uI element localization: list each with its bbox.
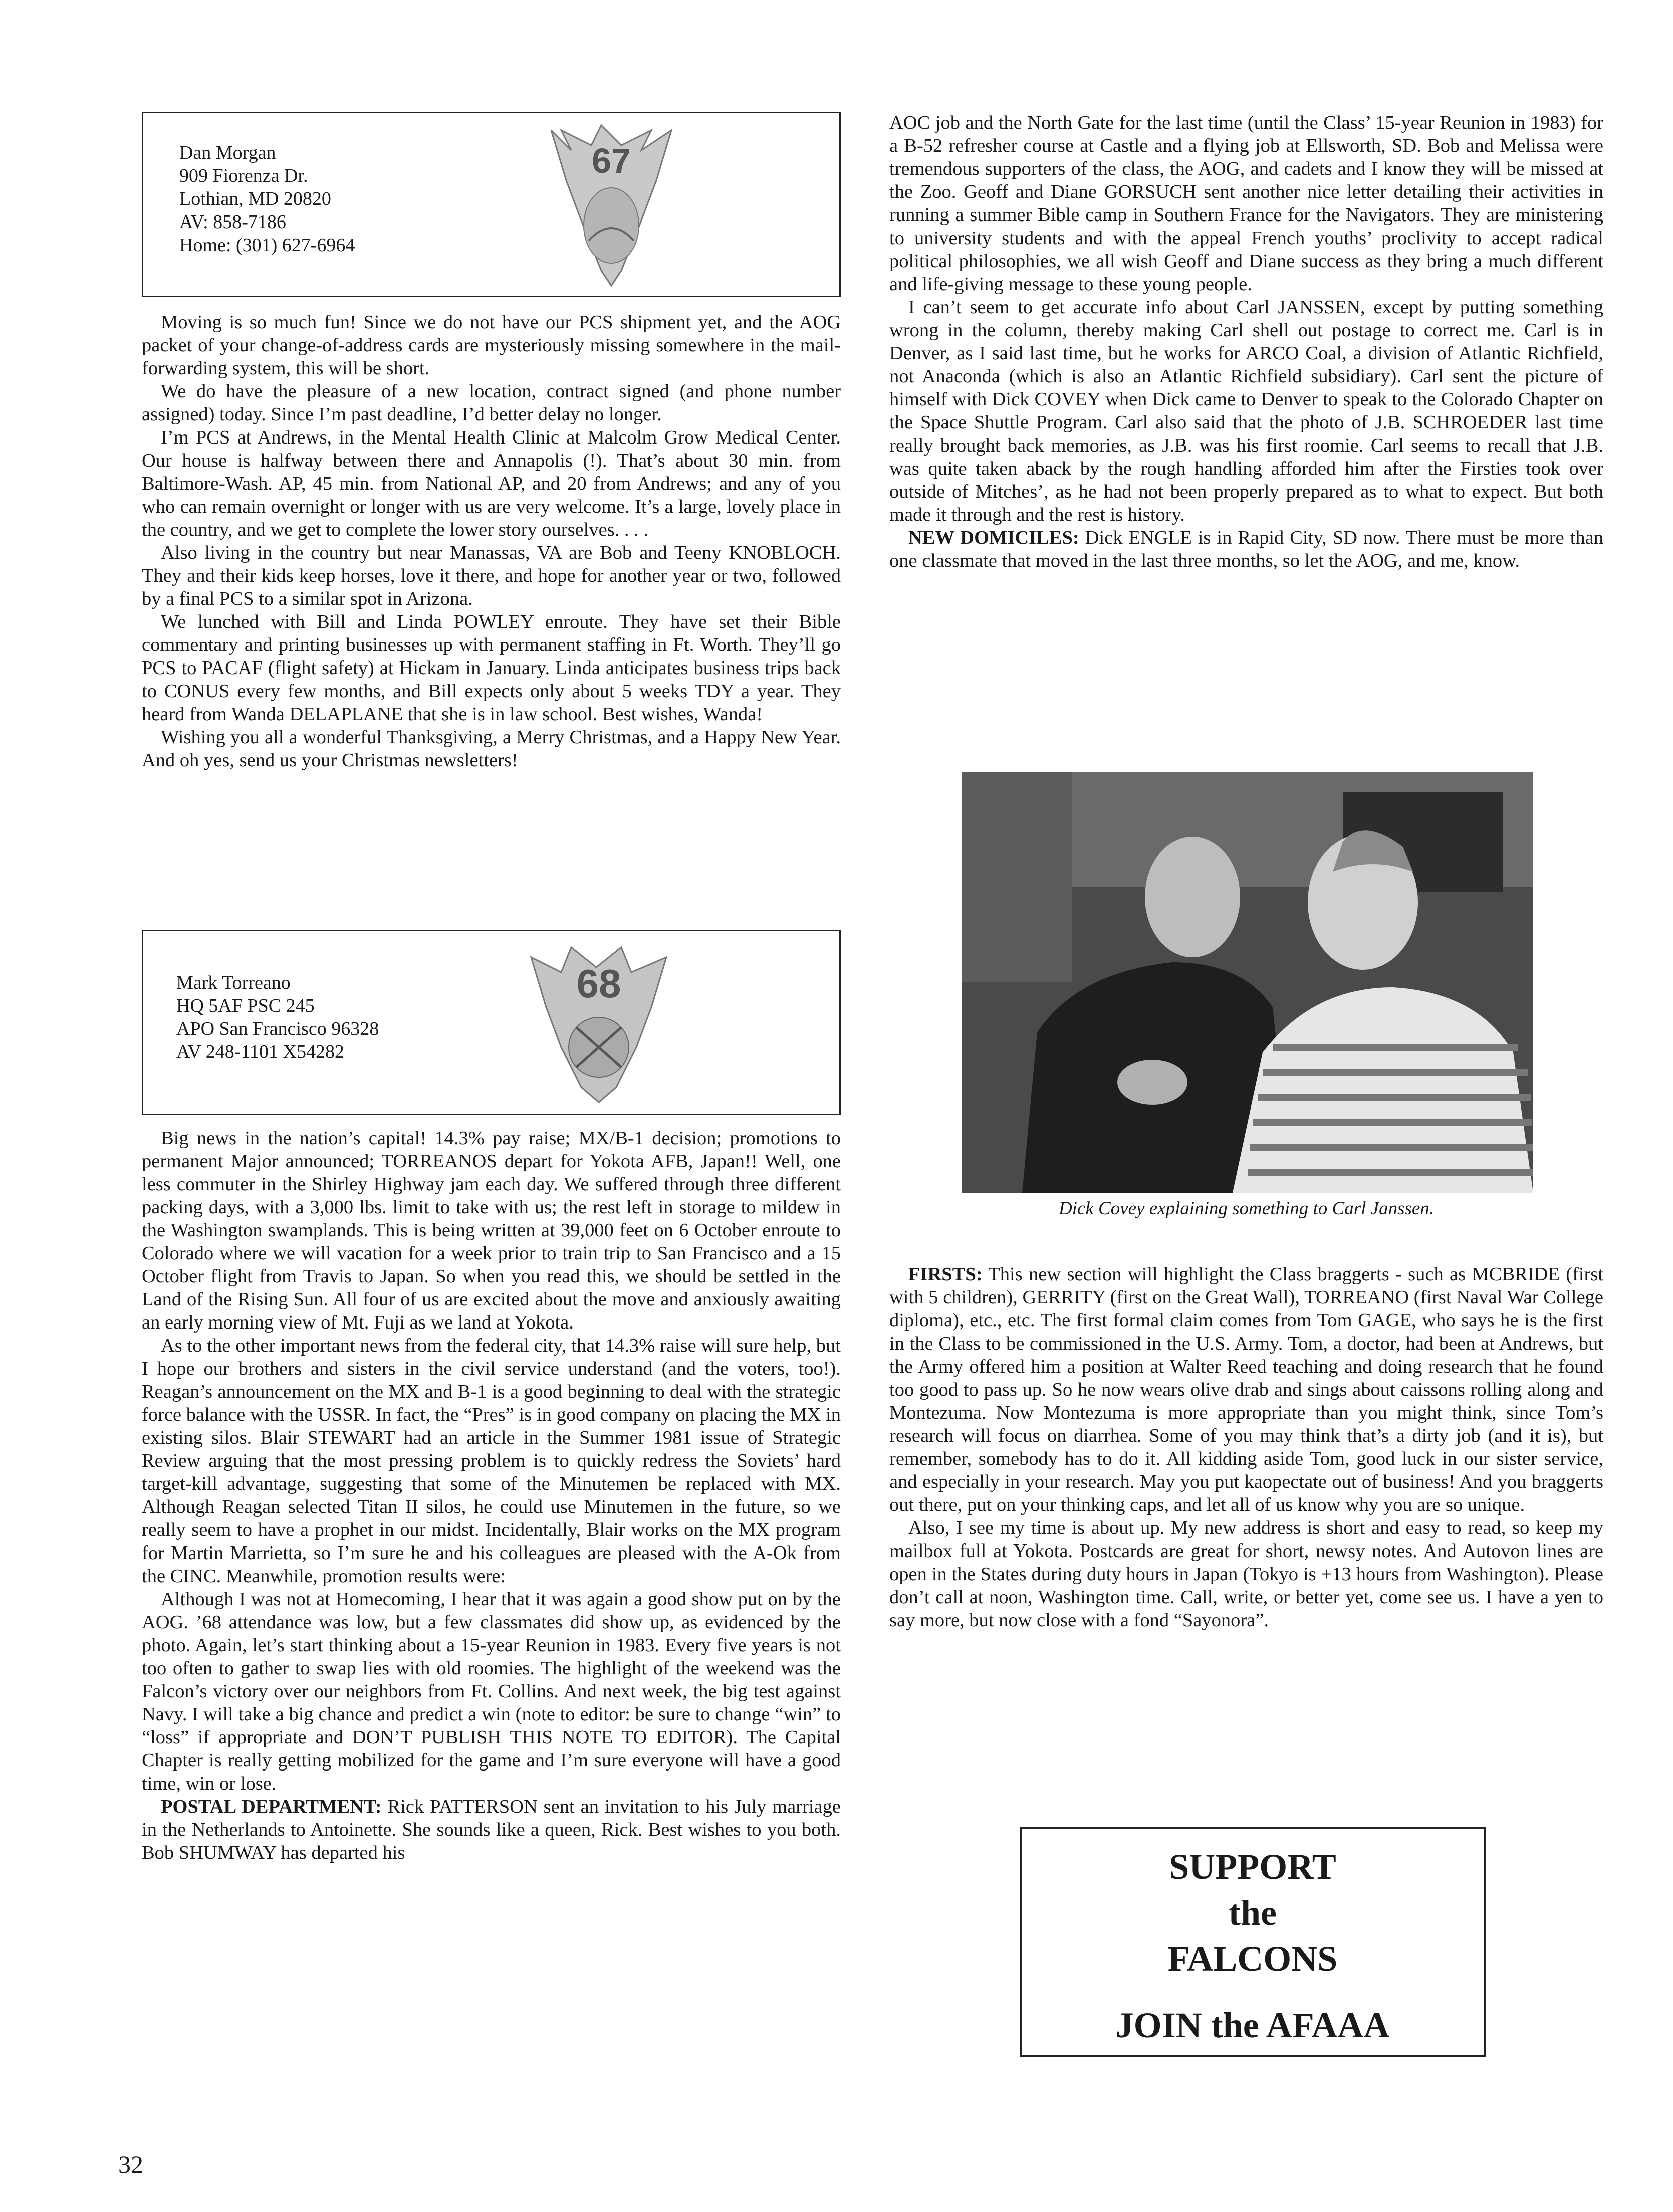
class-68-crest-icon [521, 937, 676, 1110]
class-68-column [142, 1127, 841, 1864]
domiciles-paragraph [889, 526, 1603, 572]
class-67-crest-icon [541, 120, 681, 293]
paragraph: As to the other important news from the federal city, that 14.3% raise will sure help, but I hope our brothers and sisters in the civil service understand (and the voters, too!). Reagan’s announcement on the MX and B-1 is a good beginning to deal with the strategic force balance with the USSR. In fact, the “Pres” is in good company on placing the MX in existing silos. Blair STEWART had an article in the Summer 1981 issue of Strategic Review arguing that the most pressing problem is to quickly redress the Soviets’ hard target-kill advantage, suggesting that some of the Minutemen be replaced with MX. Although Reagan selected Titan II silos, he could use Minutemen in the future, so we really seem to have a prophet in our midst. Incidentally, Blair works on the MX program for Martin Marrietta, so I’m sure he and his colleagues are pleased with the A-Ok from the CINC. Meanwhile, promotion results were: [142, 1335, 841, 1587]
page-number: 32 [118, 2150, 143, 2178]
address-line: AV 248-1101 X54282 [176, 1041, 344, 1062]
address-line: APO San Francisco 96328 [176, 1018, 379, 1039]
paragraph: AOC job and the North Gate for the last time (until the Class’ 15-year Reunion in 1983) for a B-52 refresher course at Castle and a flying job at Ellsworth, SD. Bob and Melissa were tremendous supporters of the class, the AOG, and cadets and I know they will be missed at the Zoo. Geoff and Diane GORSUCH sent another nice letter detailing their activities in running a summer Bible camp in Southern France for the Navigators. They are ministering to university students and with the appeal French youths’ proclivity to accept radical political philosophies, we all wish Geoff and Diane success as they bring a much different and life-giving message to these young people. [889, 112, 1603, 295]
domiciles-text: Dick ENGLE is in Rapid City, SD now. There must be more than one classmate that moved in the last three months, so let the AOG, and me, know. [889, 527, 1603, 571]
support-line: the [1229, 1893, 1277, 1933]
paragraph: I can’t seem to get accurate info about Carl JANSSEN, except by putting something wrong in the column, thereby making Carl shell out postage to correct me. Carl is in Denver, as I said last time, but he works for ARCO Coal, a division of Atlantic Richfield, not Anaconda (which is also an Atlantic Richfield subsidiary). Carl sent the picture of himself with Dick COVEY when Dick came to Denver to speak to the Colorado Chapter on the Space Shuttle Program. Carl also said that the photo of J.B. SCHROEDER last time really brought back memories, as J.B. was his first roomie. Carl seems to recall that J.B. was quite taken aback by the rough handling afforded him after the Firsties took over outside of Mitches’, as he had not been properly prepared as to what to expect. But both made it through and the rest is history. [889, 297, 1603, 525]
support-line: SUPPORT [1169, 1847, 1336, 1887]
paragraph: We do have the pleasure of a new location, contract signed (and phone number assigned) today. Since I’m past deadline, I’d better delay no longer. [142, 381, 841, 425]
domiciles-label: NEW DOMICILES: [908, 527, 1079, 548]
crest-year: 67 [592, 141, 631, 180]
address-line: 909 Fiorenza Dr. [179, 165, 308, 186]
firsts-paragraph [889, 1263, 1603, 1516]
postal-paragraph [142, 1795, 841, 1864]
support-falcons-box [1020, 1827, 1486, 2057]
paragraph: Although I was not at Homecoming, I hear that it was again a good show put on by the AOG. ’68 attendance was low, but a few classmates did show up, as evidenced by the photo. Again, let’s start thinking about a 15-year Reunion in 1983. Every five years is not too often to gather to swap lies with old roomies. The highlight of the weekend was the Falcon’s victory over our neighbors from Ft. Collins. And next week, the big test against Navy. I will take a big chance and predict a win (note to editor: be sure to change “win” to “loss” if appropriate and DON’T PUBLISH THIS NOTE TO EDITOR). The Capital Chapter is really getting mobilized for the game and I’m sure everyone will have a good time, win or lose. [142, 1589, 841, 1794]
postal-text: Rick PATTERSON sent an invitation to his July marriage in the Netherlands to Antoinette. She sounds like a queen, Rick. Best wishes to you both. Bob SHUMWAY has departed his [142, 1796, 841, 1863]
class-68-address [176, 971, 379, 1063]
class-67-address [179, 141, 355, 257]
paragraph: Moving is so much fun! Since we do not have our PCS shipment yet, and the AOG packet of your change-of-address cards are mysteriously missing somewhere in the mail-forwarding system, this will be short. [142, 312, 841, 379]
firsts-text: This new section will highlight the Class braggerts - such as MCBRIDE (first with 5 children), GERRITY (first on the Great Wall), TORREANO (first Naval War College diploma), etc., etc. The first formal claim comes from Tom GAGE, who says he is the first in the Class to be commissioned in the U.S. Army. Tom, a doctor, had been at Andrews, but the Army offered him a position at Walter Reed teaching and doing research that he found too good to pass up. So he now wears olive drab and sings about caissons rolling along and Montezuma. Now Montezuma is more appropriate than you might think, since Tom’s research will focus on diarrhea. Some of you may think that’s a dirty job (and it is), but remember, somebody has to do it. All kidding aside Tom, good luck in our sister service, and especially in your research. May you put kaopectate out of business! And you braggerts out there, put on your thinking caps, and let all of us know why you are so unique. [889, 1264, 1603, 1515]
firsts-label: FIRSTS: [908, 1264, 983, 1285]
address-line: Dan Morgan [179, 142, 276, 163]
paragraph: Wishing you all a wonderful Thanksgiving, a Merry Christmas, and a Happy New Year. And oh yes, send us your Christmas newsletters! [142, 727, 841, 771]
photo-image [962, 772, 1533, 1193]
paragraph: Also living in the country but near Manassas, VA are Bob and Teeny KNOBLOCH. They and their kids keep horses, love it there, and hope for another year or two, followed by a final PCS to a similar spot in Arizona. [142, 542, 841, 609]
address-line: Lothian, MD 20820 [179, 188, 331, 209]
address-line: AV: 858-7186 [179, 211, 286, 233]
paragraph: We lunched with Bill and Linda POWLEY enroute. They have set their Bible commentary and printing businesses up with permanent staffing in Ft. Worth. They’ll go PCS to PACAF (flight safety) at Hickam in January. Linda anticipates business trips back to CONUS every few months, and Bill expects only about 5 weeks TDY a year. They heard from Wanda DELAPLANE that she is in law school. Best wishes, Wanda! [142, 611, 841, 725]
paragraph: Also, I see my time is about up. My new address is short and easy to read, so keep my mailbox full at Yokota. Postcards are great for short, newsy notes. And Autovon lines are open in the States during duty hours in Japan (Tokyo is +13 hours from Washington). Please don’t call at noon, Washington time. Call, write, or better yet, come see us. I have a yen to say more, but now close with a fond “Sayonora”. [889, 1517, 1603, 1631]
paragraph: Big news in the nation’s capital! 14.3% pay raise; MX/B-1 decision; promotions to permanent Major announced; TORREANOS depart for Yokota AFB, Japan!! Well, one less commuter in the Shirley Highway jam each day. We suffered through three different packing days, with a 3,000 lbs. limit to take with us; the rest left in storage to mildew in the Washington swamplands. This is being written at 39,000 feet on 6 October enroute to Colorado where we will vacation for a week prior to train trip to San Francisco and a 15 October flight from Travis to Japan. So when you read this, we should be settled in the Land of the Rising Sun. All four of us are excited about the move and anxiously awaiting an early morning view of Mt. Fuji as we land at Yokota. [142, 1128, 841, 1333]
paragraph: I’m PCS at Andrews, in the Mental Health Clinic at Malcolm Grow Medical Center. Our house is halfway between there and Annapolis (!). That’s about 30 min. from Baltimore-Wash. AP, 45 min. from National AP, and 20 from Andrews; and any of you who can remain overnight or longer with us are very welcome. It’s a large, lovely place in the country, and we get to complete the lower story ourselves. . . . [142, 427, 841, 540]
right-column-top [889, 111, 1603, 572]
support-line: JOIN the AFAAA [1115, 2005, 1390, 2045]
address-line: Home: (301) 627-6964 [179, 235, 355, 256]
postal-label: POSTAL DEPARTMENT: [161, 1796, 382, 1817]
right-column-bottom [889, 1263, 1603, 1632]
address-line: Mark Torreano [176, 972, 291, 993]
covey-janssen-photo [962, 772, 1533, 1193]
crest-year: 68 [576, 961, 621, 1006]
photo-caption: Dick Covey explaining something to Carl Janssen. [1058, 1198, 1435, 1219]
class-67-column [142, 311, 841, 772]
support-line: FALCONS [1167, 1939, 1338, 1979]
address-line: HQ 5AF PSC 245 [176, 995, 315, 1016]
